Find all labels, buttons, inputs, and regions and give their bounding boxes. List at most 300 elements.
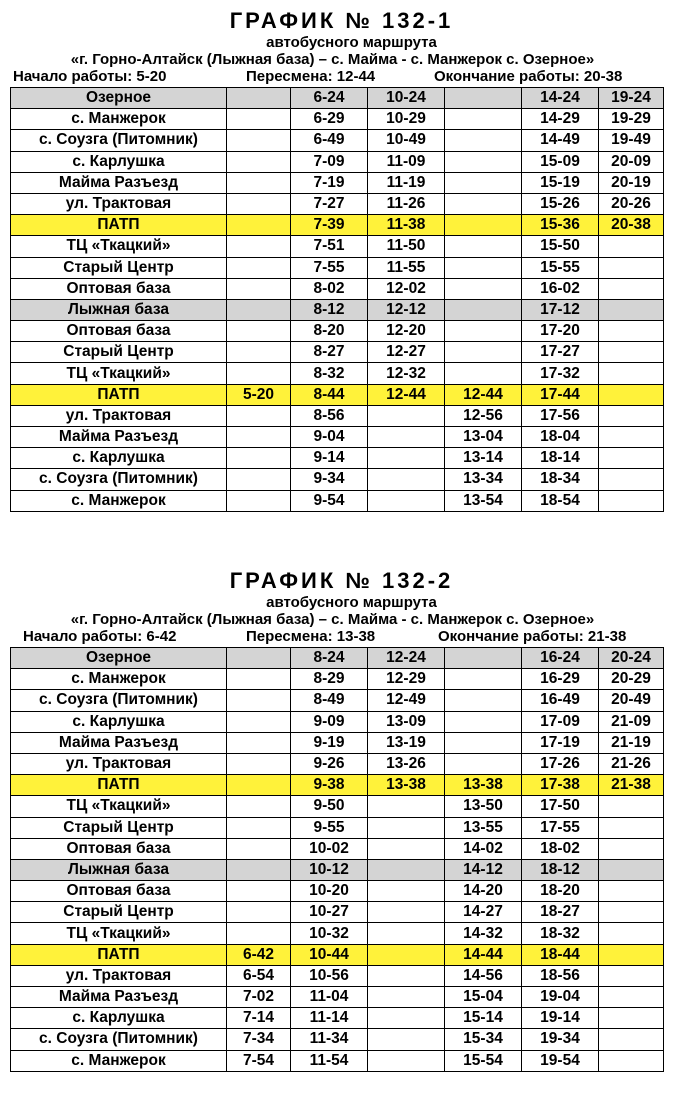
departure-time-cell bbox=[445, 215, 522, 236]
departure-time-cell: 17-09 bbox=[522, 711, 599, 732]
table-row bbox=[11, 838, 664, 859]
departure-time-cell: 18-32 bbox=[522, 923, 599, 944]
departure-time-cell: 21-19 bbox=[599, 732, 664, 753]
table-row bbox=[11, 88, 664, 109]
departure-time-cell: 18-56 bbox=[522, 965, 599, 986]
stop-name-cell: Старый Центр bbox=[11, 257, 227, 278]
departure-time-cell: 21-38 bbox=[599, 775, 664, 796]
departure-time-cell: 11-38 bbox=[368, 215, 445, 236]
departure-time-cell bbox=[227, 711, 291, 732]
departure-time-cell bbox=[227, 427, 291, 448]
stop-name-cell: Лыжная база bbox=[11, 859, 227, 880]
departure-time-cell bbox=[445, 299, 522, 320]
departure-time-cell: 15-19 bbox=[522, 172, 599, 193]
departure-time-cell bbox=[368, 965, 445, 986]
departure-time-cell: 13-38 bbox=[445, 775, 522, 796]
departure-time-cell bbox=[227, 363, 291, 384]
stop-name-cell: с. Манжерок bbox=[11, 109, 227, 130]
table-row bbox=[11, 796, 664, 817]
departure-time-cell: 16-29 bbox=[522, 669, 599, 690]
table-row bbox=[11, 299, 664, 320]
departure-time-cell: 19-29 bbox=[599, 109, 664, 130]
departure-time-cell: 6-54 bbox=[227, 965, 291, 986]
schedule-title: ГРАФИК № 132-2 bbox=[229, 568, 454, 593]
departure-time-cell bbox=[445, 257, 522, 278]
departure-time-cell: 10-29 bbox=[368, 109, 445, 130]
table-row bbox=[11, 384, 664, 405]
departure-time-cell: 13-54 bbox=[445, 490, 522, 511]
table-row bbox=[11, 151, 664, 172]
departure-time-cell: 10-27 bbox=[291, 902, 368, 923]
departure-time-cell: 13-09 bbox=[368, 711, 445, 732]
departure-time-cell: 12-24 bbox=[368, 648, 445, 669]
table-row bbox=[11, 405, 664, 426]
departure-time-cell bbox=[599, 490, 664, 511]
departure-time-cell: 8-27 bbox=[291, 342, 368, 363]
departure-time-cell bbox=[227, 902, 291, 923]
departure-time-cell: 9-09 bbox=[291, 711, 368, 732]
table-row bbox=[11, 130, 664, 151]
departure-time-cell bbox=[599, 342, 664, 363]
departure-time-cell: 11-26 bbox=[368, 193, 445, 214]
departure-time-cell: 10-12 bbox=[291, 859, 368, 880]
table-row bbox=[11, 817, 664, 838]
departure-time-cell: 15-54 bbox=[445, 1050, 522, 1071]
departure-time-cell: 14-24 bbox=[522, 88, 599, 109]
departure-time-cell: 9-19 bbox=[291, 732, 368, 753]
departure-time-cell: 14-20 bbox=[445, 881, 522, 902]
departure-time-cell bbox=[227, 109, 291, 130]
departure-time-cell bbox=[599, 923, 664, 944]
departure-time-cell: 19-49 bbox=[599, 130, 664, 151]
departure-time-cell: 18-02 bbox=[522, 838, 599, 859]
departure-time-cell: 10-56 bbox=[291, 965, 368, 986]
departure-time-cell: 16-24 bbox=[522, 648, 599, 669]
departure-time-cell bbox=[599, 321, 664, 342]
departure-time-cell: 13-50 bbox=[445, 796, 522, 817]
departure-time-cell: 17-50 bbox=[522, 796, 599, 817]
stop-name-cell: ул. Трактовая bbox=[11, 753, 227, 774]
departure-time-cell: 17-38 bbox=[522, 775, 599, 796]
stop-name-cell: Оптовая база bbox=[11, 321, 227, 342]
departure-time-cell: 7-19 bbox=[291, 172, 368, 193]
stop-name-cell: с. Карлушка bbox=[11, 711, 227, 732]
route-name: «г. Горно-Алтайск (Лыжная база) – с. Майма - с. Манжерок с. Озерное» bbox=[70, 611, 595, 628]
departure-time-cell bbox=[368, 1008, 445, 1029]
departure-time-cell: 11-50 bbox=[368, 236, 445, 257]
departure-time-cell: 14-12 bbox=[445, 859, 522, 880]
departure-time-cell bbox=[227, 490, 291, 511]
table-row bbox=[11, 215, 664, 236]
departure-time-cell bbox=[227, 193, 291, 214]
table-row bbox=[11, 109, 664, 130]
departure-time-cell: 17-26 bbox=[522, 753, 599, 774]
timetable-body bbox=[11, 88, 664, 512]
timetable bbox=[10, 87, 664, 512]
departure-time-cell: 13-19 bbox=[368, 732, 445, 753]
departure-time-cell: 17-19 bbox=[522, 732, 599, 753]
departure-time-cell: 20-26 bbox=[599, 193, 664, 214]
departure-time-cell bbox=[445, 172, 522, 193]
departure-time-cell bbox=[227, 753, 291, 774]
departure-time-cell bbox=[227, 775, 291, 796]
departure-time-cell: 9-14 bbox=[291, 448, 368, 469]
table-row bbox=[11, 669, 664, 690]
departure-time-cell: 8-49 bbox=[291, 690, 368, 711]
table-row bbox=[11, 278, 664, 299]
departure-time-cell: 12-56 bbox=[445, 405, 522, 426]
departure-time-cell bbox=[445, 690, 522, 711]
departure-time-cell: 8-56 bbox=[291, 405, 368, 426]
route-name: «г. Горно-Алтайск (Лыжная база) – с. Майма - с. Манжерок с. Озерное» bbox=[70, 51, 595, 68]
departure-time-cell: 10-20 bbox=[291, 881, 368, 902]
table-row bbox=[11, 881, 664, 902]
departure-time-cell bbox=[599, 363, 664, 384]
departure-time-cell bbox=[227, 817, 291, 838]
stop-name-cell: с. Соузга (Питомник) bbox=[11, 130, 227, 151]
stop-name-cell: Майма Разъезд bbox=[11, 427, 227, 448]
departure-time-cell bbox=[445, 648, 522, 669]
departure-time-cell: 19-04 bbox=[522, 987, 599, 1008]
departure-time-cell bbox=[445, 88, 522, 109]
stop-name-cell: ул. Трактовая bbox=[11, 405, 227, 426]
departure-time-cell: 17-56 bbox=[522, 405, 599, 426]
departure-time-cell bbox=[227, 130, 291, 151]
departure-time-cell: 13-34 bbox=[445, 469, 522, 490]
departure-time-cell: 14-02 bbox=[445, 838, 522, 859]
table-row bbox=[11, 753, 664, 774]
departure-time-cell bbox=[445, 321, 522, 342]
departure-time-cell: 15-04 bbox=[445, 987, 522, 1008]
departure-time-cell: 8-44 bbox=[291, 384, 368, 405]
table-row bbox=[11, 987, 664, 1008]
departure-time-cell bbox=[368, 405, 445, 426]
departure-time-cell: 21-09 bbox=[599, 711, 664, 732]
stop-name-cell: ул. Трактовая bbox=[11, 193, 227, 214]
departure-time-cell: 11-19 bbox=[368, 172, 445, 193]
departure-time-cell bbox=[599, 987, 664, 1008]
stop-name-cell: ТЦ «Ткацкий» bbox=[11, 923, 227, 944]
departure-time-cell bbox=[445, 130, 522, 151]
departure-time-cell: 12-20 bbox=[368, 321, 445, 342]
stop-name-cell: с. Карлушка bbox=[11, 151, 227, 172]
stop-name-cell: Старый Центр bbox=[11, 817, 227, 838]
departure-time-cell bbox=[227, 172, 291, 193]
departure-time-cell: 18-54 bbox=[522, 490, 599, 511]
departure-time-cell bbox=[227, 732, 291, 753]
departure-time-cell: 11-09 bbox=[368, 151, 445, 172]
departure-time-cell: 17-12 bbox=[522, 299, 599, 320]
departure-time-cell bbox=[599, 859, 664, 880]
table-row bbox=[11, 342, 664, 363]
departure-time-cell: 17-32 bbox=[522, 363, 599, 384]
departure-time-cell bbox=[227, 838, 291, 859]
stop-name-cell: Старый Центр bbox=[11, 342, 227, 363]
stop-name-cell: Старый Центр bbox=[11, 902, 227, 923]
departure-time-cell bbox=[368, 796, 445, 817]
stop-name-cell: с. Карлушка bbox=[11, 1008, 227, 1029]
departure-time-cell bbox=[227, 321, 291, 342]
departure-time-cell: 18-14 bbox=[522, 448, 599, 469]
departure-time-cell: 8-24 bbox=[291, 648, 368, 669]
departure-time-cell: 14-32 bbox=[445, 923, 522, 944]
departure-time-cell bbox=[227, 405, 291, 426]
table-row bbox=[11, 902, 664, 923]
stop-name-cell: Лыжная база bbox=[11, 299, 227, 320]
departure-time-cell bbox=[445, 278, 522, 299]
table-row bbox=[11, 775, 664, 796]
departure-time-cell: 13-55 bbox=[445, 817, 522, 838]
departure-time-cell: 15-55 bbox=[522, 257, 599, 278]
departure-time-cell: 15-09 bbox=[522, 151, 599, 172]
table-row bbox=[11, 690, 664, 711]
departure-time-cell: 14-49 bbox=[522, 130, 599, 151]
departure-time-cell: 16-02 bbox=[522, 278, 599, 299]
table-row bbox=[11, 193, 664, 214]
departure-time-cell bbox=[227, 469, 291, 490]
departure-time-cell: 12-02 bbox=[368, 278, 445, 299]
departure-time-cell bbox=[227, 215, 291, 236]
departure-time-cell: 18-44 bbox=[522, 944, 599, 965]
departure-time-cell: 17-27 bbox=[522, 342, 599, 363]
departure-time-cell bbox=[445, 193, 522, 214]
stop-name-cell: Озерное bbox=[11, 648, 227, 669]
departure-time-cell: 8-02 bbox=[291, 278, 368, 299]
departure-time-cell: 13-38 bbox=[368, 775, 445, 796]
stop-name-cell: с. Карлушка bbox=[11, 448, 227, 469]
departure-time-cell: 7-27 bbox=[291, 193, 368, 214]
departure-time-cell bbox=[227, 796, 291, 817]
stop-name-cell: ПАТП bbox=[11, 215, 227, 236]
table-row bbox=[11, 448, 664, 469]
departure-time-cell: 10-32 bbox=[291, 923, 368, 944]
stop-name-cell: Майма Разъезд bbox=[11, 987, 227, 1008]
departure-time-cell bbox=[445, 109, 522, 130]
table-row bbox=[11, 469, 664, 490]
departure-time-cell bbox=[368, 881, 445, 902]
departure-time-cell: 9-04 bbox=[291, 427, 368, 448]
departure-time-cell bbox=[368, 944, 445, 965]
table-row bbox=[11, 236, 664, 257]
departure-time-cell bbox=[445, 151, 522, 172]
departure-time-cell bbox=[599, 838, 664, 859]
end-time: Окончание работы: 20-38 bbox=[434, 68, 623, 85]
departure-time-cell bbox=[599, 796, 664, 817]
table-row bbox=[11, 944, 664, 965]
departure-time-cell: 9-55 bbox=[291, 817, 368, 838]
departure-time-cell bbox=[227, 648, 291, 669]
departure-time-cell bbox=[368, 490, 445, 511]
departure-time-cell bbox=[227, 151, 291, 172]
departure-time-cell: 13-26 bbox=[368, 753, 445, 774]
departure-time-cell: 15-26 bbox=[522, 193, 599, 214]
departure-time-cell bbox=[599, 469, 664, 490]
stop-name-cell: ТЦ «Ткацкий» bbox=[11, 363, 227, 384]
stop-name-cell: с. Манжерок bbox=[11, 490, 227, 511]
table-row bbox=[11, 490, 664, 511]
departure-time-cell bbox=[368, 469, 445, 490]
stop-name-cell: с. Соузга (Питомник) bbox=[11, 1029, 227, 1050]
departure-time-cell bbox=[599, 427, 664, 448]
departure-time-cell: 20-49 bbox=[599, 690, 664, 711]
departure-time-cell: 20-09 bbox=[599, 151, 664, 172]
stop-name-cell: с. Соузга (Питомник) bbox=[11, 690, 227, 711]
departure-time-cell: 6-49 bbox=[291, 130, 368, 151]
departure-time-cell bbox=[599, 965, 664, 986]
departure-time-cell: 10-49 bbox=[368, 130, 445, 151]
table-row bbox=[11, 257, 664, 278]
departure-time-cell: 11-55 bbox=[368, 257, 445, 278]
table-row bbox=[11, 859, 664, 880]
departure-time-cell: 20-24 bbox=[599, 648, 664, 669]
stop-name-cell: с. Соузга (Питомник) bbox=[11, 469, 227, 490]
departure-time-cell bbox=[599, 817, 664, 838]
departure-time-cell: 10-24 bbox=[368, 88, 445, 109]
stop-name-cell: ПАТП bbox=[11, 384, 227, 405]
table-row bbox=[11, 1008, 664, 1029]
departure-time-cell bbox=[599, 448, 664, 469]
shift-change-time: Пересмена: 12-44 bbox=[246, 68, 376, 85]
departure-time-cell bbox=[227, 881, 291, 902]
departure-time-cell: 8-29 bbox=[291, 669, 368, 690]
departure-time-cell: 16-49 bbox=[522, 690, 599, 711]
stop-name-cell: ул. Трактовая bbox=[11, 965, 227, 986]
departure-time-cell bbox=[599, 881, 664, 902]
schedule-132-2 bbox=[10, 568, 663, 1072]
departure-time-cell: 13-04 bbox=[445, 427, 522, 448]
departure-time-cell: 14-29 bbox=[522, 109, 599, 130]
departure-time-cell bbox=[368, 923, 445, 944]
departure-time-cell bbox=[227, 923, 291, 944]
schedule-info bbox=[10, 628, 663, 646]
departure-time-cell bbox=[227, 448, 291, 469]
departure-time-cell bbox=[599, 1008, 664, 1029]
departure-time-cell bbox=[599, 944, 664, 965]
departure-time-cell: 8-12 bbox=[291, 299, 368, 320]
timetable bbox=[10, 647, 664, 1072]
departure-time-cell: 7-02 bbox=[227, 987, 291, 1008]
departure-time-cell bbox=[599, 1029, 664, 1050]
departure-time-cell bbox=[445, 732, 522, 753]
table-row bbox=[11, 1029, 664, 1050]
departure-time-cell bbox=[599, 1050, 664, 1071]
schedule-title: ГРАФИК № 132-1 bbox=[229, 8, 454, 33]
table-row bbox=[11, 363, 664, 384]
end-time: Окончание работы: 21-38 bbox=[438, 628, 627, 645]
departure-time-cell: 19-34 bbox=[522, 1029, 599, 1050]
departure-time-cell: 5-20 bbox=[227, 384, 291, 405]
table-row bbox=[11, 923, 664, 944]
stop-name-cell: ПАТП bbox=[11, 944, 227, 965]
departure-time-cell bbox=[445, 236, 522, 257]
departure-time-cell: 10-44 bbox=[291, 944, 368, 965]
departure-time-cell bbox=[599, 278, 664, 299]
start-time: Начало работы: 5-20 bbox=[13, 68, 167, 85]
departure-time-cell: 17-55 bbox=[522, 817, 599, 838]
departure-time-cell: 10-02 bbox=[291, 838, 368, 859]
departure-time-cell: 15-14 bbox=[445, 1008, 522, 1029]
departure-time-cell bbox=[599, 236, 664, 257]
departure-time-cell bbox=[227, 299, 291, 320]
stop-name-cell: Оптовая база bbox=[11, 881, 227, 902]
departure-time-cell: 11-04 bbox=[291, 987, 368, 1008]
departure-time-cell bbox=[599, 384, 664, 405]
departure-time-cell: 15-34 bbox=[445, 1029, 522, 1050]
departure-time-cell bbox=[227, 278, 291, 299]
table-row bbox=[11, 321, 664, 342]
departure-time-cell bbox=[445, 711, 522, 732]
departure-time-cell: 14-56 bbox=[445, 965, 522, 986]
departure-time-cell: 18-27 bbox=[522, 902, 599, 923]
departure-time-cell bbox=[368, 817, 445, 838]
departure-time-cell: 12-27 bbox=[368, 342, 445, 363]
departure-time-cell: 18-20 bbox=[522, 881, 599, 902]
departure-time-cell bbox=[445, 669, 522, 690]
departure-time-cell: 12-32 bbox=[368, 363, 445, 384]
stop-name-cell: Оптовая база bbox=[11, 838, 227, 859]
departure-time-cell bbox=[445, 753, 522, 774]
departure-time-cell: 17-20 bbox=[522, 321, 599, 342]
stop-name-cell: Майма Разъезд bbox=[11, 172, 227, 193]
departure-time-cell: 15-36 bbox=[522, 215, 599, 236]
stop-name-cell: ПАТП bbox=[11, 775, 227, 796]
schedule-132-1 bbox=[10, 8, 663, 512]
departure-time-cell: 7-55 bbox=[291, 257, 368, 278]
departure-time-cell: 12-44 bbox=[368, 384, 445, 405]
departure-time-cell bbox=[445, 342, 522, 363]
departure-time-cell bbox=[368, 987, 445, 1008]
schedule-subtitle: автобусного маршрута bbox=[266, 34, 437, 51]
departure-time-cell: 7-51 bbox=[291, 236, 368, 257]
departure-time-cell: 14-27 bbox=[445, 902, 522, 923]
table-row bbox=[11, 1050, 664, 1071]
departure-time-cell bbox=[227, 669, 291, 690]
departure-time-cell: 11-34 bbox=[291, 1029, 368, 1050]
departure-time-cell: 20-38 bbox=[599, 215, 664, 236]
departure-time-cell: 11-54 bbox=[291, 1050, 368, 1071]
departure-time-cell: 21-26 bbox=[599, 753, 664, 774]
departure-time-cell: 9-54 bbox=[291, 490, 368, 511]
departure-time-cell: 8-20 bbox=[291, 321, 368, 342]
departure-time-cell: 12-49 bbox=[368, 690, 445, 711]
departure-time-cell bbox=[368, 1050, 445, 1071]
departure-time-cell bbox=[368, 448, 445, 469]
departure-time-cell: 8-32 bbox=[291, 363, 368, 384]
departure-time-cell bbox=[227, 342, 291, 363]
departure-time-cell bbox=[368, 427, 445, 448]
table-row bbox=[11, 732, 664, 753]
stop-name-cell: Оптовая база bbox=[11, 278, 227, 299]
departure-time-cell: 19-14 bbox=[522, 1008, 599, 1029]
departure-time-cell: 17-44 bbox=[522, 384, 599, 405]
departure-time-cell: 7-09 bbox=[291, 151, 368, 172]
departure-time-cell: 13-14 bbox=[445, 448, 522, 469]
departure-time-cell bbox=[599, 405, 664, 426]
departure-time-cell: 9-34 bbox=[291, 469, 368, 490]
departure-time-cell: 20-19 bbox=[599, 172, 664, 193]
departure-time-cell: 7-54 bbox=[227, 1050, 291, 1071]
departure-time-cell bbox=[368, 902, 445, 923]
departure-time-cell: 7-14 bbox=[227, 1008, 291, 1029]
stop-name-cell: Озерное bbox=[11, 88, 227, 109]
table-row bbox=[11, 172, 664, 193]
departure-time-cell bbox=[599, 902, 664, 923]
departure-time-cell bbox=[599, 257, 664, 278]
departure-time-cell bbox=[368, 859, 445, 880]
departure-time-cell: 15-50 bbox=[522, 236, 599, 257]
schedule-subtitle: автобусного маршрута bbox=[266, 594, 437, 611]
departure-time-cell bbox=[368, 1029, 445, 1050]
